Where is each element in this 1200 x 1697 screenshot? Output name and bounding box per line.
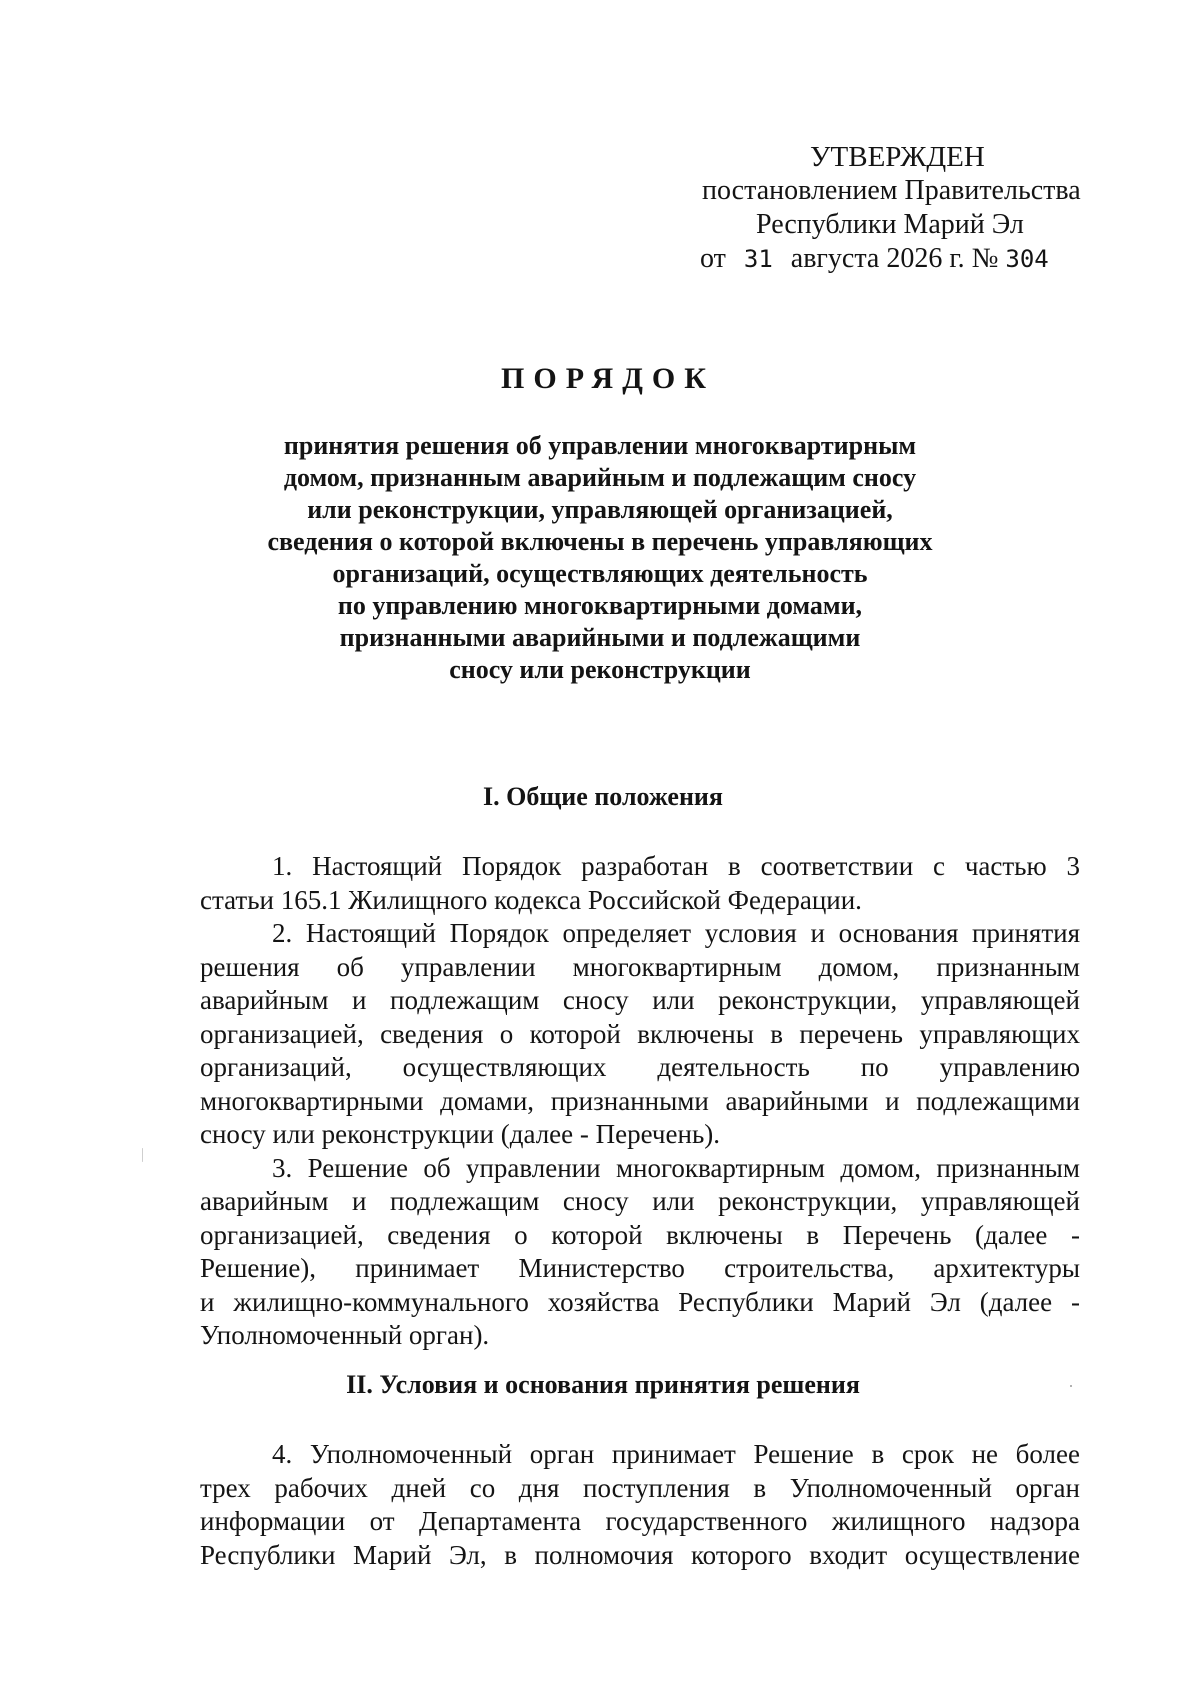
paragraph-line: организаций, осуществляющих деятельность по управлению: [200, 1052, 1080, 1082]
subtitle-line: принятия решения об управлении многоквартирным: [283, 431, 917, 460]
subtitle-line: или реконструкции, управляющей организацией,: [307, 495, 893, 524]
document-title: ПОРЯДОК: [501, 362, 715, 395]
paragraph-line: Решение), принимает Министерство строительства, архитектуры: [200, 1253, 1080, 1283]
approval-number: 304: [1005, 245, 1049, 273]
paragraph-3: [200, 1152, 1080, 1353]
paragraph-line: организацией, сведения о которой включены в Перечень (далее -: [200, 1219, 1080, 1250]
approval-stamp: [700, 140, 1100, 276]
paragraph-2: [200, 917, 1080, 1152]
paragraph-line: 3. Решение об управлении многоквартирным домом, признанным: [272, 1152, 1080, 1183]
paragraph-line: 1. Настоящий Порядок разработан в соответствии с частью 3: [272, 851, 1080, 881]
subtitle-line: сведения о которой включены в перечень управляющих: [267, 527, 933, 556]
paragraph-line: 2. Настоящий Порядок определяет условия и основания принятия: [272, 918, 1080, 948]
paragraph-line: и жилищно-коммунального хозяйства Республики Марий Эл (далее -: [200, 1286, 1080, 1317]
paragraph-line: аварийным и подлежащим сносу или реконструкции, управляющей: [200, 1186, 1080, 1216]
subtitle-line: домом, признанным аварийным и подлежащим сносу: [283, 463, 917, 492]
paragraph-line: решения об управлении многоквартирным домом, признанным: [200, 951, 1080, 982]
paragraph-line: статьи 165.1 Жилищного кодекса Российской Федерации.: [200, 884, 862, 915]
republic-label: Республики Марий Эл: [756, 209, 1024, 240]
paragraph-line: Уполномоченный орган).: [200, 1320, 490, 1350]
section-body-general: [200, 850, 1080, 1353]
document-subtitle: [200, 430, 1000, 686]
paragraph-line: сносу или реконструкции (далее - Перечень).: [200, 1119, 721, 1149]
paragraph-line: аварийным и подлежащим сносу или реконструкции, управляющей: [200, 985, 1080, 1015]
approval-date-line: [700, 242, 1100, 276]
date-prefix: от: [700, 243, 726, 274]
number-prefix: №: [971, 243, 999, 274]
section-heading-general: I. Общие положения: [483, 782, 723, 811]
paragraph-line: трех рабочих дней со дня поступления в Уполномоченный орган: [200, 1472, 1080, 1503]
subtitle-line: признанными аварийными и подлежащими: [339, 623, 861, 652]
paragraph-line: Республики Марий Эл, в полномочия которого входит осуществление: [200, 1539, 1080, 1570]
paragraph-line: многоквартирными домами, признанными аварийными и подлежащими: [200, 1085, 1080, 1116]
scan-speck: [142, 1148, 143, 1162]
section-body-conditions: [200, 1438, 1080, 1572]
approved-label: УТВЕРЖДЕН: [810, 141, 985, 173]
section-heading-conditions: II. Условия и основания принятия решения: [346, 1370, 860, 1399]
approval-month-year: августа 2026 г.: [790, 243, 965, 274]
paragraph-line: организацией, сведения о которой включены в перечень управляющих: [200, 1018, 1080, 1049]
resolution-label: постановлением Правительства: [702, 175, 1081, 206]
approval-day: 31: [743, 245, 773, 273]
paragraph-line: 4. Уполномоченный орган принимает Решение в срок не более: [272, 1439, 1080, 1469]
scan-speck: [1070, 1385, 1072, 1387]
paragraph-4: [200, 1438, 1080, 1572]
paragraph-line: информации от Департамента государственного жилищного надзора: [200, 1506, 1080, 1536]
subtitle-line: организаций, осуществляющих деятельность: [332, 559, 868, 588]
subtitle-line: сносу или реконструкции: [449, 655, 751, 684]
subtitle-line: по управлению многоквартирными домами,: [337, 591, 863, 620]
paragraph-1: [200, 850, 1080, 917]
